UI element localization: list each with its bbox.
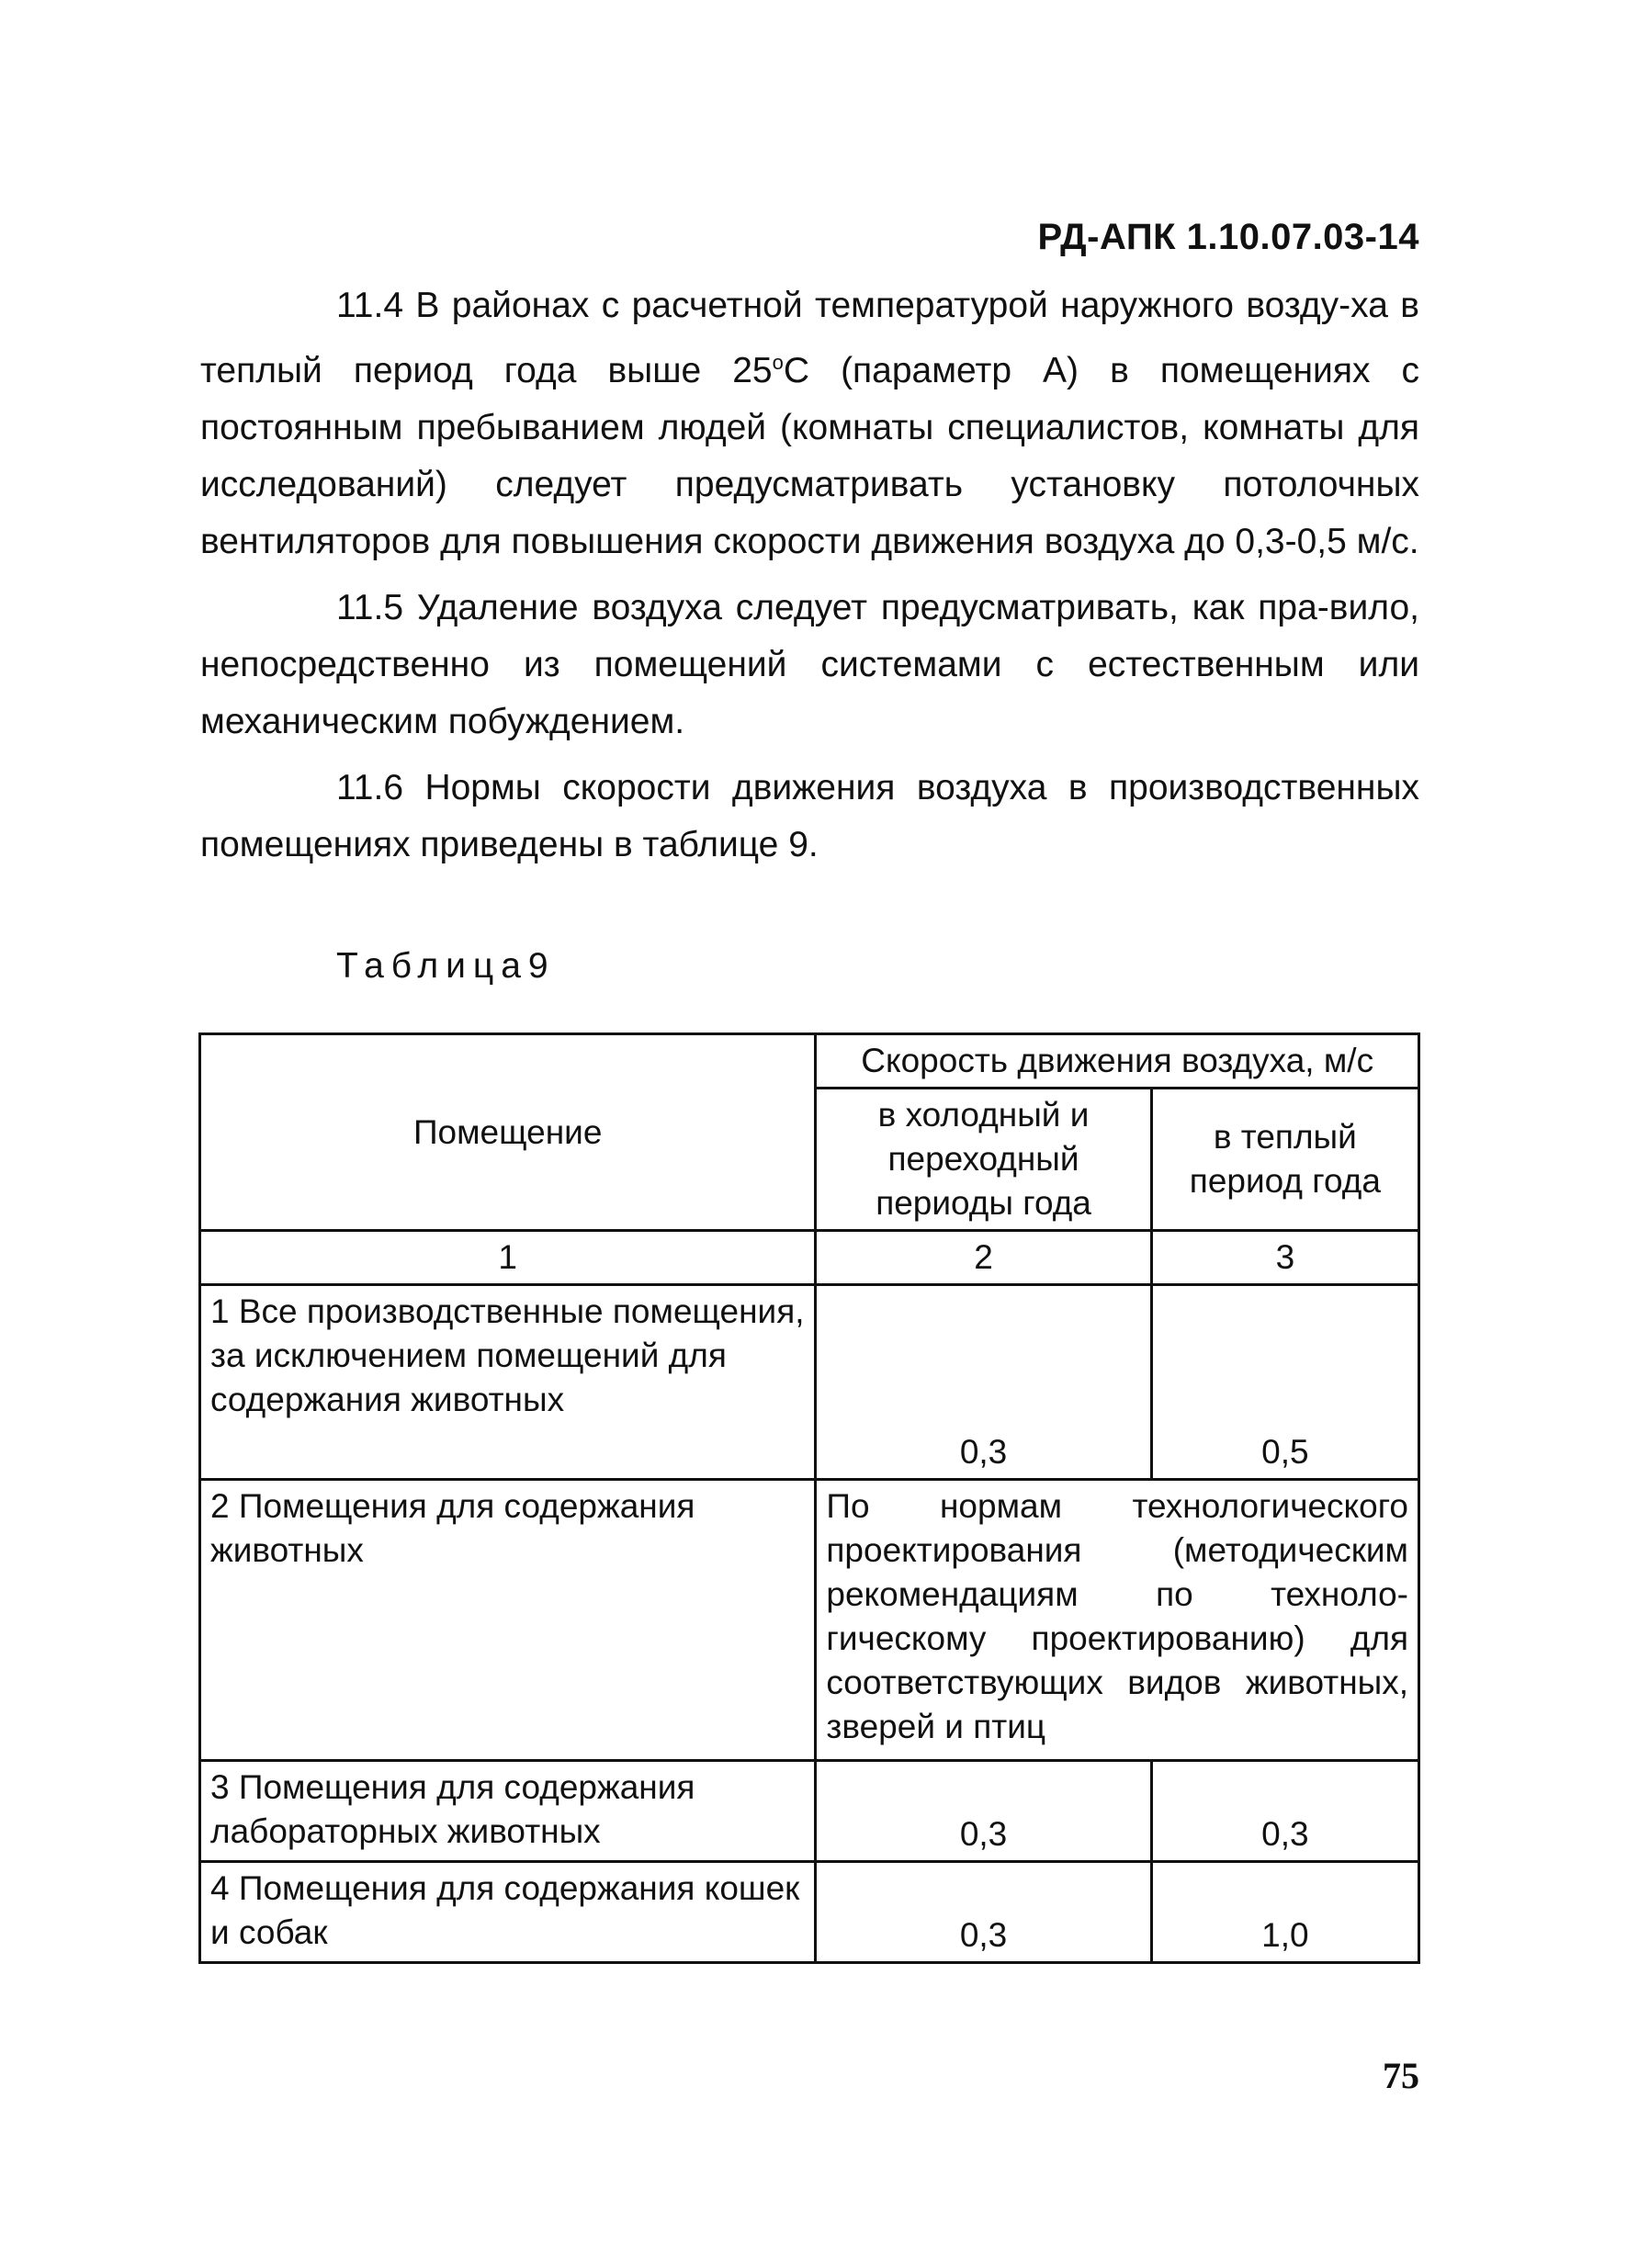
col-number-3: 3 xyxy=(1151,1231,1418,1285)
column-number-row xyxy=(200,1231,1419,1285)
header-speed-group: Скорость движения воздуха, м/с xyxy=(816,1034,1419,1089)
table-header-row xyxy=(200,1034,1419,1089)
row-3-room: 3 Помещения для содержания лабораторных животных xyxy=(200,1761,816,1862)
row-1-room: 1 Все производственные помещения, за исключением помещений для содержания животных xyxy=(200,1285,816,1480)
document-code: РД-АПК 1.10.07.03-14 xyxy=(1037,217,1419,257)
paragraph-11-5: 11.5 Удаление воздуха следует предусматривать, как пра-вило, непосредственно из помещений системами с естественным или механическим побуждением. xyxy=(200,588,1419,741)
paragraph-11-4-text-end: С (параметр А) в помещениях с постоянным пребыванием людей (комнаты специалистов, комнаты для исследований) следует предусматривать установку потолочных вентиляторов для повышения скорости движения воздуха до 0,3-0,5 м/с. xyxy=(200,351,1419,561)
header-room: Помещение xyxy=(200,1034,816,1231)
table-row xyxy=(200,1480,1419,1761)
row-2-merged-note: По нормам технологического проектирования (методическим рекомендациям по техноло-гическому проектированию) для соответствующих видов животных, зверей и птиц xyxy=(816,1480,1419,1761)
row-1-warm: 0,5 xyxy=(1151,1285,1418,1480)
paragraph-11-4 xyxy=(200,277,1419,570)
degree-mark: о xyxy=(772,351,784,374)
col-number-1: 1 xyxy=(200,1231,816,1285)
table-row xyxy=(200,1761,1419,1862)
row-2-room: 2 Помещения для содержания животных xyxy=(200,1480,816,1761)
table-title: Таблица9 xyxy=(336,946,556,986)
air-speed-table xyxy=(198,1032,1420,1964)
row-3-warm: 0,3 xyxy=(1151,1761,1418,1862)
row-3-cold: 0,3 xyxy=(816,1761,1151,1862)
header-warm-period: в теплый период года xyxy=(1151,1089,1418,1231)
body-text xyxy=(200,277,1419,883)
paragraph-11-6: 11.6 Нормы скорости движения воздуха в производственных помещениях приведены в таблице 9. xyxy=(200,768,1419,864)
row-4-warm: 1,0 xyxy=(1151,1862,1418,1963)
table-row xyxy=(200,1862,1419,1963)
row-4-room: 4 Помещения для содержания кошек и собак xyxy=(200,1862,816,1963)
paragraph-11-4-text: 11.4 В районах с расчетной температурой наружного возду-ха в теплый период года выше 25 xyxy=(200,286,1419,390)
col-number-2: 2 xyxy=(816,1231,1151,1285)
header-cold-period: в холодный и переходный периоды года xyxy=(816,1089,1151,1231)
table-row xyxy=(200,1285,1419,1480)
page-number: 75 xyxy=(1383,2055,1419,2096)
row-1-cold: 0,3 xyxy=(816,1285,1151,1480)
row-4-cold: 0,3 xyxy=(816,1862,1151,1963)
